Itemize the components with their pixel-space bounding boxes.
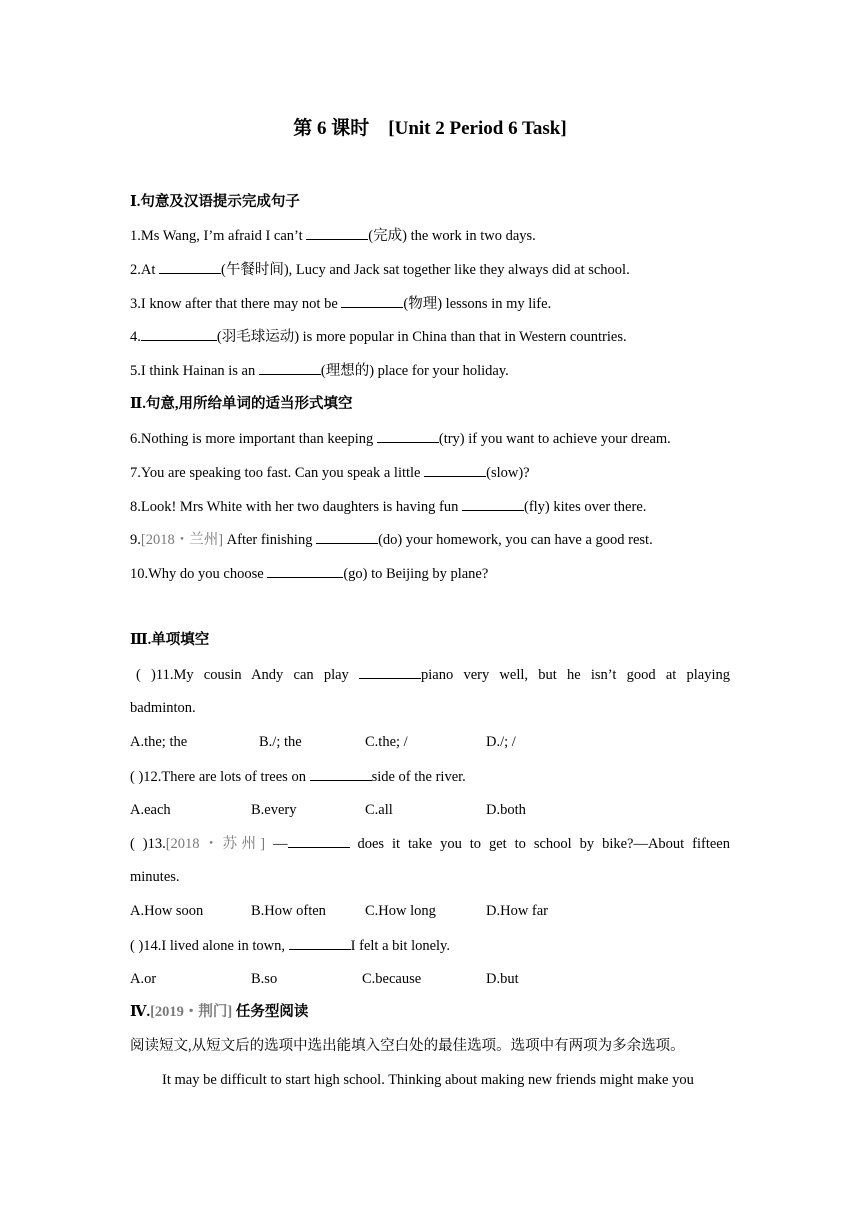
answer-blank[interactable] xyxy=(259,361,321,375)
source-tag: [2019・荆门] xyxy=(150,1004,233,1020)
answer-blank[interactable] xyxy=(462,497,524,511)
answer-blank[interactable] xyxy=(341,294,403,308)
question-13-cont: minutes. xyxy=(130,869,180,885)
question-11-cont: badminton. xyxy=(130,700,196,716)
question-7: 7.You are speaking too fast. Can you speak a little (slow)? xyxy=(130,465,530,481)
option-c[interactable]: C.How long xyxy=(365,903,436,919)
source-tag: [2018・兰州] xyxy=(140,532,224,548)
option-d[interactable]: D./; / xyxy=(486,734,516,750)
question-5: 5.I think Hainan is an (理想的) place for your holiday. xyxy=(130,363,509,379)
answer-blank[interactable] xyxy=(316,530,378,544)
answer-blank[interactable] xyxy=(377,429,439,443)
option-d[interactable]: D.How far xyxy=(486,903,549,919)
answer-blank[interactable] xyxy=(141,327,217,341)
option-d[interactable]: D.both xyxy=(486,802,526,818)
question-9: 9.[2018・兰州] After finishing (do) your homework, you can have a good rest. xyxy=(130,532,653,548)
option-a[interactable]: A.each xyxy=(130,802,171,818)
question-1: 1.Ms Wang, I’m afraid I can’t (完成) the work in two days. xyxy=(130,228,536,244)
question-11: ( )11.My cousin Andy can play piano very well, but he isn’t good at playing xyxy=(136,667,730,683)
option-b[interactable]: B.so xyxy=(251,971,278,987)
answer-blank[interactable] xyxy=(359,665,421,679)
question-4: 4. (羽毛球运动) is more popular in China than that in Western countries. xyxy=(130,329,627,345)
source-tag: [2018・苏州] xyxy=(165,836,266,852)
option-b[interactable]: B.How often xyxy=(251,903,326,919)
page-title: 第 6 课时 [Unit 2 Period 6 Task] xyxy=(293,118,567,139)
option-b[interactable]: B./; the xyxy=(259,734,302,750)
question-8: 8.Look! Mrs White with her two daughters is having fun (fly) kites over there. xyxy=(130,499,647,515)
answer-blank[interactable] xyxy=(289,936,351,950)
option-a[interactable]: A.or xyxy=(130,971,157,987)
option-a[interactable]: A.the; the xyxy=(130,734,188,750)
answer-blank[interactable] xyxy=(310,767,372,781)
answer-blank[interactable] xyxy=(267,564,343,578)
option-c[interactable]: C.the; / xyxy=(365,734,408,750)
passage-text: It may be difficult to start high school. Thinking about making new friends might make you xyxy=(162,1072,694,1088)
section-4-heading: Ⅳ.[2019・荆门] 任务型阅读 xyxy=(130,1004,309,1020)
section-2-heading: Ⅱ.句意,用所给单词的适当形式填空 xyxy=(130,396,353,412)
answer-blank[interactable] xyxy=(288,834,350,848)
question-2: 2.At (午餐时间), Lucy and Jack sat together like they always did at school. xyxy=(130,262,630,278)
option-c[interactable]: C.all xyxy=(365,802,393,818)
answer-blank[interactable] xyxy=(159,260,221,274)
option-b[interactable]: B.every xyxy=(251,802,297,818)
question-14: ( )14.I lived alone in town, I felt a bit lonely. xyxy=(130,938,450,954)
section-3-heading: Ⅲ.单项填空 xyxy=(130,632,210,648)
option-d[interactable]: D.but xyxy=(486,971,519,987)
answer-blank[interactable] xyxy=(306,226,368,240)
option-a[interactable]: A.How soon xyxy=(130,903,204,919)
option-c[interactable]: C.because xyxy=(362,971,422,987)
question-13: ( )13.[2018・苏州] — does it take you to get to school by bike?—About fifteen xyxy=(130,836,730,852)
question-6: 6.Nothing is more important than keeping (try) if you want to achieve your dream. xyxy=(130,431,671,447)
section-4-instruction: 阅读短文,从短文后的选项中选出能填入空白处的最佳选项。选项中有两项为多余选项。 xyxy=(130,1038,685,1054)
question-3: 3.I know after that there may not be (物理) lessons in my life. xyxy=(130,296,552,312)
question-10: 10.Why do you choose (go) to Beijing by plane? xyxy=(130,566,489,582)
section-1-heading: Ⅰ.句意及汉语提示完成句子 xyxy=(130,194,300,210)
answer-blank[interactable] xyxy=(424,463,486,477)
question-12: ( )12.There are lots of trees on side of the river. xyxy=(130,769,466,785)
